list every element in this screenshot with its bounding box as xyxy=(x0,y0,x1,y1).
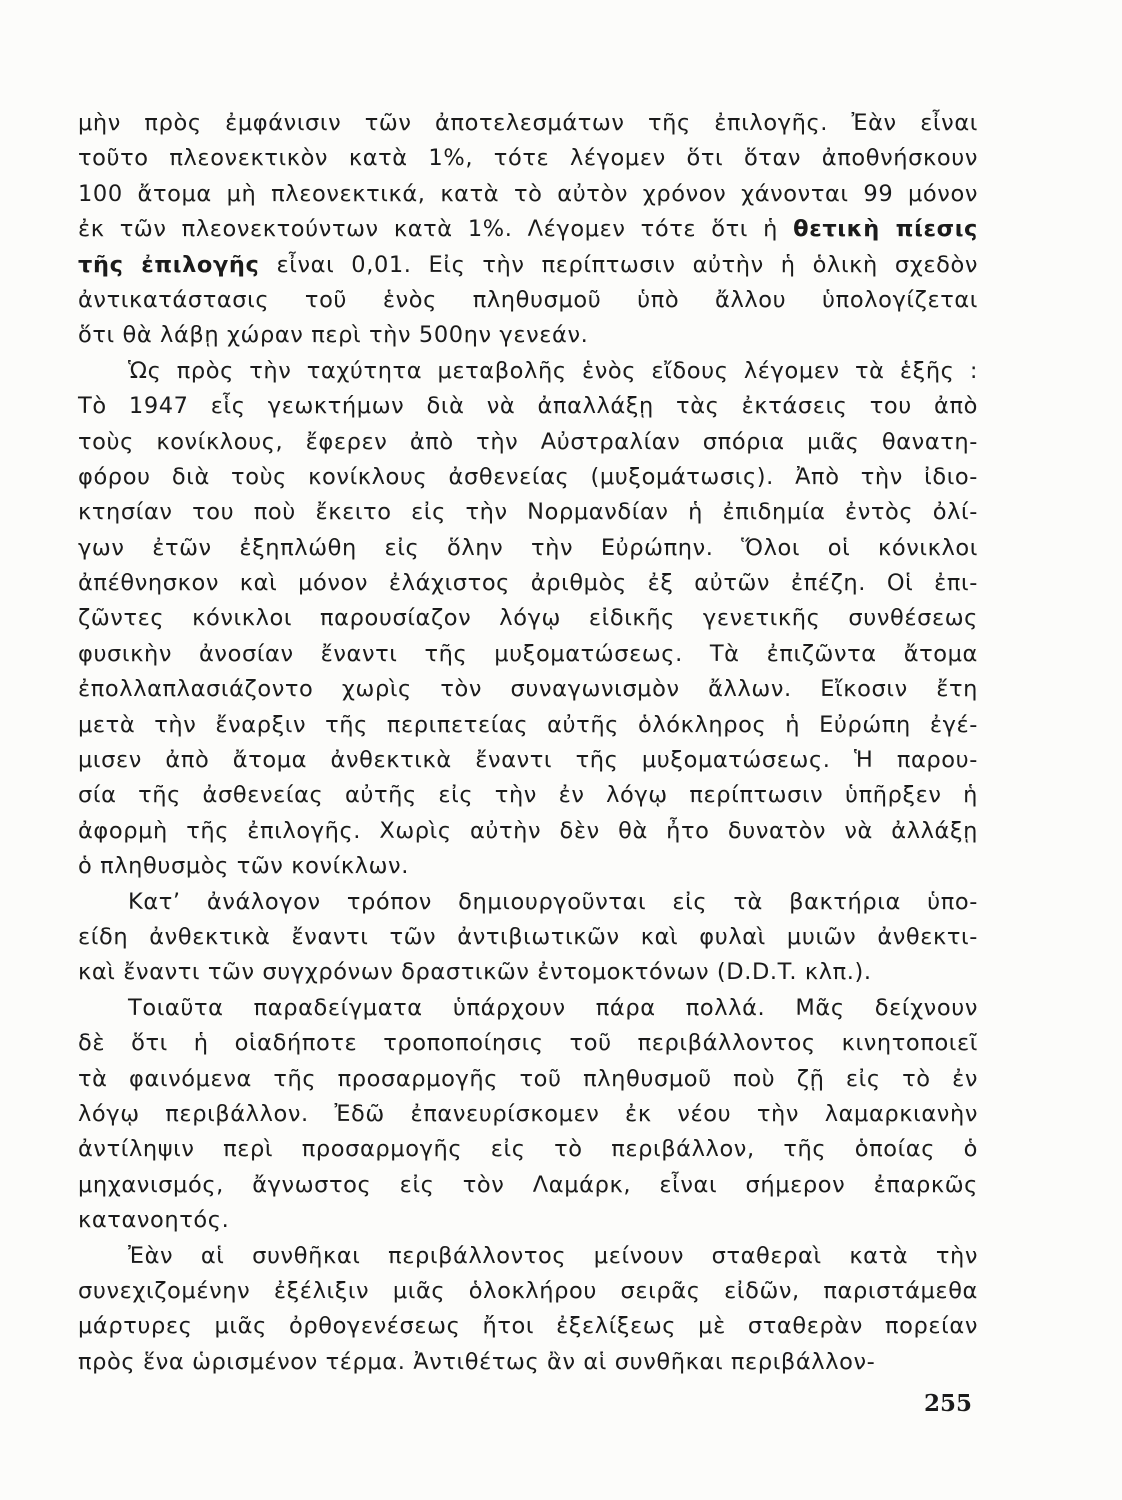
text-segment: καὶ ἔναντι τῶν συγχρόνων δραστικῶν ἐντομοκτόνων (D.D.T. κλπ.). xyxy=(78,959,872,986)
text-segment: φόρου διὰ τοὺς κονίκλους ἀσθενείας (μυξομάτωσις). Ἀπὸ τὴν ἰδιο- xyxy=(78,463,978,490)
text-line xyxy=(78,354,978,389)
text-segment: ἐκ τῶν πλεονεκτούντων κατὰ 1%. Λέγομεν τότε ὅτι ἡ xyxy=(78,216,794,243)
text-line xyxy=(78,672,978,707)
text-segment: λόγῳ περιβάλλον. Ἐδῶ ἐπανευρίσκομεν ἐκ νέου τὴν λαμαρκιανὴν xyxy=(78,1100,978,1127)
text-line xyxy=(78,212,978,247)
text-line xyxy=(78,141,978,176)
text-line xyxy=(78,991,978,1026)
text-line xyxy=(78,1132,978,1167)
text-line xyxy=(78,1026,978,1061)
text-segment: γων ἐτῶν ἐξηπλώθη εἰς ὅλην τὴν Εὐρώπην. Ὅλοι οἱ κόνικλοι xyxy=(78,534,978,561)
paragraph xyxy=(78,885,978,991)
text-segment: είδη ἀνθεκτικὰ ἔναντι τῶν ἀντιβιωτικῶν καὶ φυλαὶ μυιῶν ἀνθεκτι- xyxy=(78,923,978,950)
text-line xyxy=(78,248,978,283)
text-line xyxy=(78,743,978,778)
text-line xyxy=(78,425,978,460)
text-line xyxy=(78,1345,978,1380)
text-segment: πρὸς ἕνα ὡρισμένον τέρμα. Ἀντιθέτως ἂν αἱ συνθῆκαι περιβάλλον- xyxy=(78,1348,876,1375)
text-line xyxy=(78,566,978,601)
paragraph xyxy=(78,354,978,885)
text-line xyxy=(78,106,978,141)
text-segment: ὁ πληθυσμὸς τῶν κονίκλων. xyxy=(78,853,409,880)
text-segment: κατανοητός. xyxy=(78,1207,230,1234)
page-number: 255 xyxy=(923,1390,972,1417)
text-line xyxy=(78,814,978,849)
text-line xyxy=(78,1309,978,1344)
text-line xyxy=(78,955,978,990)
text-line xyxy=(78,1168,978,1203)
text-line xyxy=(78,1274,978,1309)
text-segment: μετὰ τὴν ἔναρξιν τῆς περιπετείας αὐτῆς ὁλόκληρος ἡ Εὐρώπη ἐγέ- xyxy=(78,711,978,738)
text-segment: μηχανισμός, ἄγνωστος εἰς τὸν Λαμάρκ, εἶναι σήμερον ἐπαρκῶς xyxy=(78,1171,978,1198)
text-segment: τὰ φαινόμενα τῆς προσαρμογῆς τοῦ πληθυσμοῦ ποὺ ζῇ εἰς τὸ ἐν xyxy=(78,1065,978,1092)
text-segment: μὴν πρὸς ἐμφάνισιν τῶν ἀποτελεσμάτων τῆς ἐπιλογῆς. Ἐὰν εἶναι xyxy=(78,110,978,136)
text-line xyxy=(78,318,978,353)
text-line xyxy=(78,778,978,813)
text-segment: μάρτυρες μιᾶς ὀρθογενέσεως ἤτοι ἐξελίξεως μὲ σταθερὰν πορείαν xyxy=(78,1313,978,1340)
text-line xyxy=(78,389,978,424)
emphasized-term: τῆς ἐπιλογῆς xyxy=(78,251,260,278)
text-segment: συνεχιζομένην ἐξέλιξιν μιᾶς ὁλοκλήρου σειρᾶς εἰδῶν, παριστάμεθα xyxy=(78,1277,978,1304)
text-line xyxy=(78,637,978,672)
text-segment: ἀπέθνησκον καὶ μόνον ἐλάχιστος ἀριθμὸς ἐξ αὐτῶν ἐπέζη. Οἱ ἐπι- xyxy=(78,570,978,597)
text-line xyxy=(78,1097,978,1132)
text-line xyxy=(78,460,978,495)
text-line xyxy=(78,708,978,743)
text-line xyxy=(78,1062,978,1097)
text-segment: 100 ἄτομα μὴ πλεονεκτικά, κατὰ τὸ αὐτὸν χρόνον χάνονται 99 μόνον xyxy=(78,180,978,207)
text-segment: ὅτι θὰ λάβῃ χώραν περὶ τὴν 500ην γενεάν. xyxy=(78,322,589,349)
emphasized-term: θετικὴ πίεσις xyxy=(793,216,978,243)
text-line xyxy=(78,177,978,212)
paragraph xyxy=(78,1239,978,1381)
body-text xyxy=(78,106,978,1380)
text-segment: ἀφορμὴ τῆς ἐπιλογῆς. Χωρὶς αὐτὴν δὲν θὰ ἦτο δυνατὸν νὰ ἀλλάξῃ xyxy=(78,817,978,844)
text-segment: εἶναι 0,01. Εἰς τὴν περίπτωσιν αὐτὴν ἡ ὁλικὴ σχεδὸν xyxy=(259,251,979,278)
text-line xyxy=(78,849,978,884)
text-segment: δὲ ὅτι ἡ οἱαδήποτε τροποποίησις τοῦ περιβάλλοντος κινητοποιεῖ xyxy=(78,1030,978,1057)
paragraph xyxy=(78,991,978,1239)
text-segment: Τὸ 1947 εἷς γεωκτήμων διὰ νὰ ἀπαλλάξῃ τὰς ἐκτάσεις του ἀπὸ xyxy=(78,393,978,420)
text-segment: ἀντικατάστασις τοῦ ἑνὸς πληθυσμοῦ ὑπὸ ἄλλου ὑπολογίζεται xyxy=(78,286,978,313)
text-line xyxy=(78,1239,978,1274)
text-segment: Ὡς πρὸς τὴν ταχύτητα μεταβολῆς ἑνὸς εἴδους λέγομεν τὰ ἑξῆς : xyxy=(128,357,978,384)
text-line xyxy=(78,531,978,566)
text-line xyxy=(78,885,978,920)
text-segment: Τοιαῦτα παραδείγματα ὑπάρχουν πάρα πολλά. Μᾶς δείχνουν xyxy=(128,994,978,1021)
text-line xyxy=(78,283,978,318)
text-segment: τοὺς κονίκλους, ἔφερεν ἀπὸ τὴν Αὐστραλίαν σπόρια μιᾶς θανατη- xyxy=(78,428,978,455)
text-segment: μισεν ἀπὸ ἄτομα ἀνθεκτικὰ ἔναντι τῆς μυξοματώσεως. Ἡ παρου- xyxy=(78,747,978,774)
text-segment: Ἐὰν αἱ συνθῆκαι περιβάλλοντος μείνουν σταθεραὶ κατὰ τὴν xyxy=(128,1242,978,1269)
text-line xyxy=(78,1203,978,1238)
text-segment: κτησίαν του ποὺ ἔκειτο εἰς τὴν Νορμανδίαν ἡ ἐπιδημία ἐντὸς ὀλί- xyxy=(78,499,978,526)
text-line xyxy=(78,495,978,530)
text-segment: φυσικὴν ἀνοσίαν ἔναντι τῆς μυξοματώσεως. Τὰ ἐπιζῶντα ἄτομα xyxy=(78,640,978,667)
text-segment: Κατ’ ἀνάλογον τρόπον δημιουργοῦνται εἰς τὰ βακτήρια ὑπο- xyxy=(128,888,978,915)
text-segment: σία τῆς ἀσθενείας αὐτῆς εἰς τὴν ἐν λόγῳ περίπτωσιν ὑπῆρξεν ἡ xyxy=(78,782,978,809)
text-line xyxy=(78,601,978,636)
text-segment: ζῶντες κόνικλοι παρουσίαζον λόγῳ εἰδικῆς γενετικῆς συνθέσεως xyxy=(78,605,978,632)
text-segment: ἐπολλαπλασιάζοντο χωρὶς τὸν συναγωνισμὸν ἄλλων. Εἴκοσιν ἔτη xyxy=(78,676,978,703)
text-line xyxy=(78,920,978,955)
paragraph xyxy=(78,106,978,354)
text-segment: ἀντίληψιν περὶ προσαρμογῆς εἰς τὸ περιβάλλον, τῆς ὁποίας ὁ xyxy=(78,1136,978,1163)
text-segment: τοῦτο πλεονεκτικὸν κατὰ 1%, τότε λέγομεν ὅτι ὅταν ἀποθνήσκουν xyxy=(78,145,978,172)
